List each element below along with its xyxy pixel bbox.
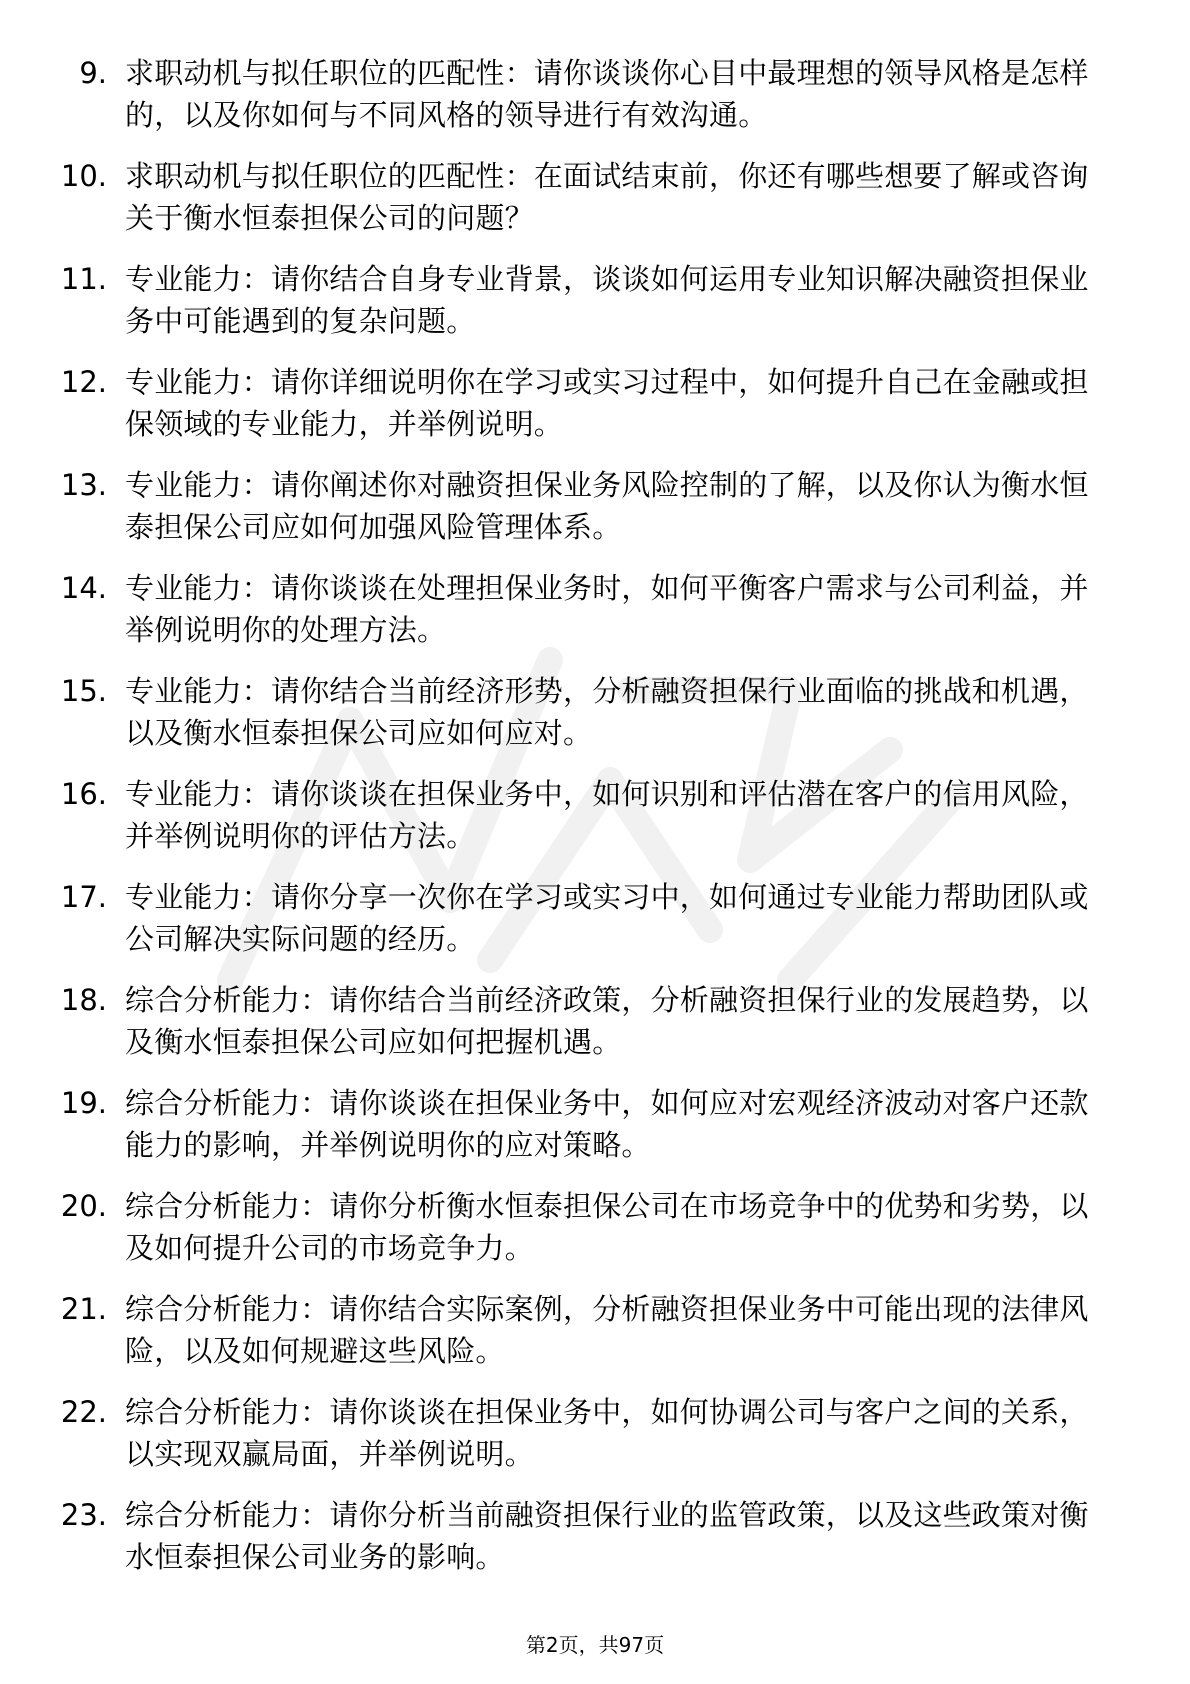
question-text: 求职动机与拟任职位的匹配性：请你谈谈你心目中最理想的领导风格是怎样的，以及你如何与不同风格的领导进行有效沟通。 [125, 56, 1089, 132]
question-number: 11. [60, 262, 107, 296]
question-number: 18. [60, 983, 107, 1017]
question-number: 22. [60, 1395, 107, 1429]
question-number: 15. [60, 674, 107, 708]
question-item [0, 258, 1190, 361]
question-item [0, 1185, 1190, 1288]
question-text: 专业能力：请你阐述你对融资担保业务风险控制的了解，以及你认为衡水恒泰担保公司应如何加强风险管理体系。 [125, 468, 1089, 544]
question-text: 专业能力：请你分享一次你在学习或实习中，如何通过专业能力帮助团队或公司解决实际问题的经历。 [125, 880, 1089, 956]
question-number: 14. [60, 571, 107, 605]
question-text: 专业能力：请你结合当前经济形势，分析融资担保行业面临的挑战和机遇，以及衡水恒泰担保公司应如何应对。 [125, 674, 1089, 750]
question-item [0, 1082, 1190, 1185]
question-item [0, 464, 1190, 567]
question-list [0, 52, 1190, 1597]
question-text: 综合分析能力：请你结合实际案例，分析融资担保业务中可能出现的法律风险，以及如何规避这些风险。 [125, 1292, 1089, 1368]
question-number: 10. [60, 159, 107, 193]
question-text: 综合分析能力：请你结合当前经济政策，分析融资担保行业的发展趋势，以及衡水恒泰担保公司应如何把握机遇。 [125, 983, 1089, 1059]
question-text: 综合分析能力：请你谈谈在担保业务中，如何协调公司与客户之间的关系，以实现双赢局面，并举例说明。 [125, 1395, 1089, 1471]
question-number: 16. [60, 777, 107, 811]
page-footer: 第2页，共97页 [525, 1633, 665, 1657]
question-number: 12. [60, 365, 107, 399]
question-text: 专业能力：请你详细说明你在学习或实习过程中，如何提升自己在金融或担保领域的专业能力，并举例说明。 [125, 365, 1089, 441]
question-item [0, 155, 1190, 258]
question-text: 综合分析能力：请你谈谈在担保业务中，如何应对宏观经济波动对客户还款能力的影响，并举例说明你的应对策略。 [125, 1086, 1089, 1162]
question-number: 9. [79, 56, 107, 90]
question-item [0, 773, 1190, 876]
question-text: 专业能力：请你结合自身专业背景，谈谈如何运用专业知识解决融资担保业务中可能遇到的复杂问题。 [125, 262, 1089, 338]
question-number: 17. [60, 880, 107, 914]
question-text: 求职动机与拟任职位的匹配性：在面试结束前，你还有哪些想要了解或咨询关于衡水恒泰担保公司的问题？ [125, 159, 1089, 235]
question-item [0, 567, 1190, 670]
question-text: 综合分析能力：请你分析衡水恒泰担保公司在市场竞争中的优势和劣势，以及如何提升公司的市场竞争力。 [125, 1189, 1089, 1265]
question-number: 13. [60, 468, 107, 502]
question-number: 21. [60, 1292, 107, 1326]
question-text: 专业能力：请你谈谈在处理担保业务时，如何平衡客户需求与公司利益，并举例说明你的处理方法。 [125, 571, 1089, 647]
question-number: 19. [60, 1086, 107, 1120]
question-item [0, 1288, 1190, 1391]
question-number: 20. [60, 1189, 107, 1223]
question-item [0, 979, 1190, 1082]
question-number: 23. [60, 1498, 107, 1532]
question-item [0, 361, 1190, 464]
question-item [0, 876, 1190, 979]
question-item [0, 670, 1190, 773]
question-item [0, 1494, 1190, 1597]
question-item [0, 1391, 1190, 1494]
question-text: 综合分析能力：请你分析当前融资担保行业的监管政策，以及这些政策对衡水恒泰担保公司业务的影响。 [125, 1498, 1089, 1574]
question-item [0, 52, 1190, 155]
question-text: 专业能力：请你谈谈在担保业务中，如何识别和评估潜在客户的信用风险，并举例说明你的评估方法。 [125, 777, 1089, 853]
